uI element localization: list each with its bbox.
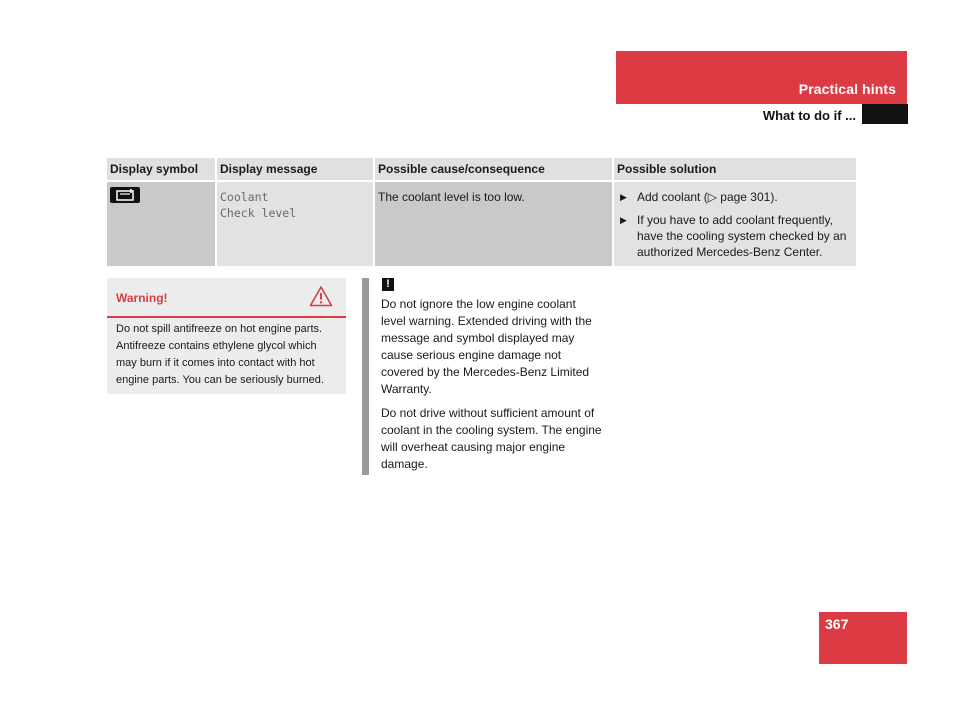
symbol-cell (107, 182, 215, 266)
page-number-tab (819, 612, 907, 664)
display-message-line-1: Coolant (220, 190, 269, 204)
column-header-solution: Possible solution (612, 158, 856, 182)
solution-text-2: If you have to add coolant frequently, have the cooling system checked by an authorized Mercedes-Benz Center. (637, 213, 847, 259)
solution-cell (612, 182, 856, 266)
page-number: 367 (825, 616, 849, 632)
bullet-arrow-icon: ▶ (620, 192, 627, 202)
warning-text: Do not spill antifreeze on hot engine parts. Antifreeze contains ethylene glycol which may burn if it comes into contact with hot engine parts. You can be seriously burned. (116, 323, 324, 386)
note-paragraph-2: Do not drive without sufficient amount of coolant in the cooling system. The engine will overheat causing major engine damage. (381, 406, 602, 471)
table-header-row (107, 158, 856, 182)
warning-label: Warning! (116, 291, 168, 305)
warning-box (107, 278, 346, 394)
table-row (107, 182, 856, 266)
note-exclamation-icon: ! (382, 278, 394, 291)
column-header-message: Display message (215, 158, 373, 182)
solution-item (617, 189, 853, 205)
warning-triangle-icon (309, 285, 333, 307)
coolant-warning-icon (110, 187, 140, 203)
bullet-arrow-icon: ▶ (620, 215, 627, 225)
note-paragraph-1: Do not ignore the low engine coolant level warning. Extended driving with the message and symbol displayed may cause serious engine damage not covered by the Mercedes-Benz Limited Warranty. (381, 297, 592, 396)
subsection-title: What to do if ... (762, 108, 856, 123)
note-side-bar (362, 278, 369, 475)
warning-header (107, 278, 346, 318)
message-cell (215, 182, 373, 266)
cause-cell (373, 182, 612, 266)
column-header-cause: Possible cause/consequence (373, 158, 612, 182)
section-marker (862, 104, 908, 124)
section-tab (616, 51, 907, 104)
note-text (381, 296, 603, 480)
solution-text-1: Add coolant (▷ page 301). (637, 190, 778, 204)
column-header-symbol: Display symbol (107, 158, 215, 182)
section-title: Practical hints (798, 81, 896, 97)
display-message-table (107, 158, 856, 266)
solution-item (617, 212, 853, 260)
display-message-line-2: Check level (220, 206, 297, 220)
cause-text: The coolant level is too low. (378, 190, 525, 204)
